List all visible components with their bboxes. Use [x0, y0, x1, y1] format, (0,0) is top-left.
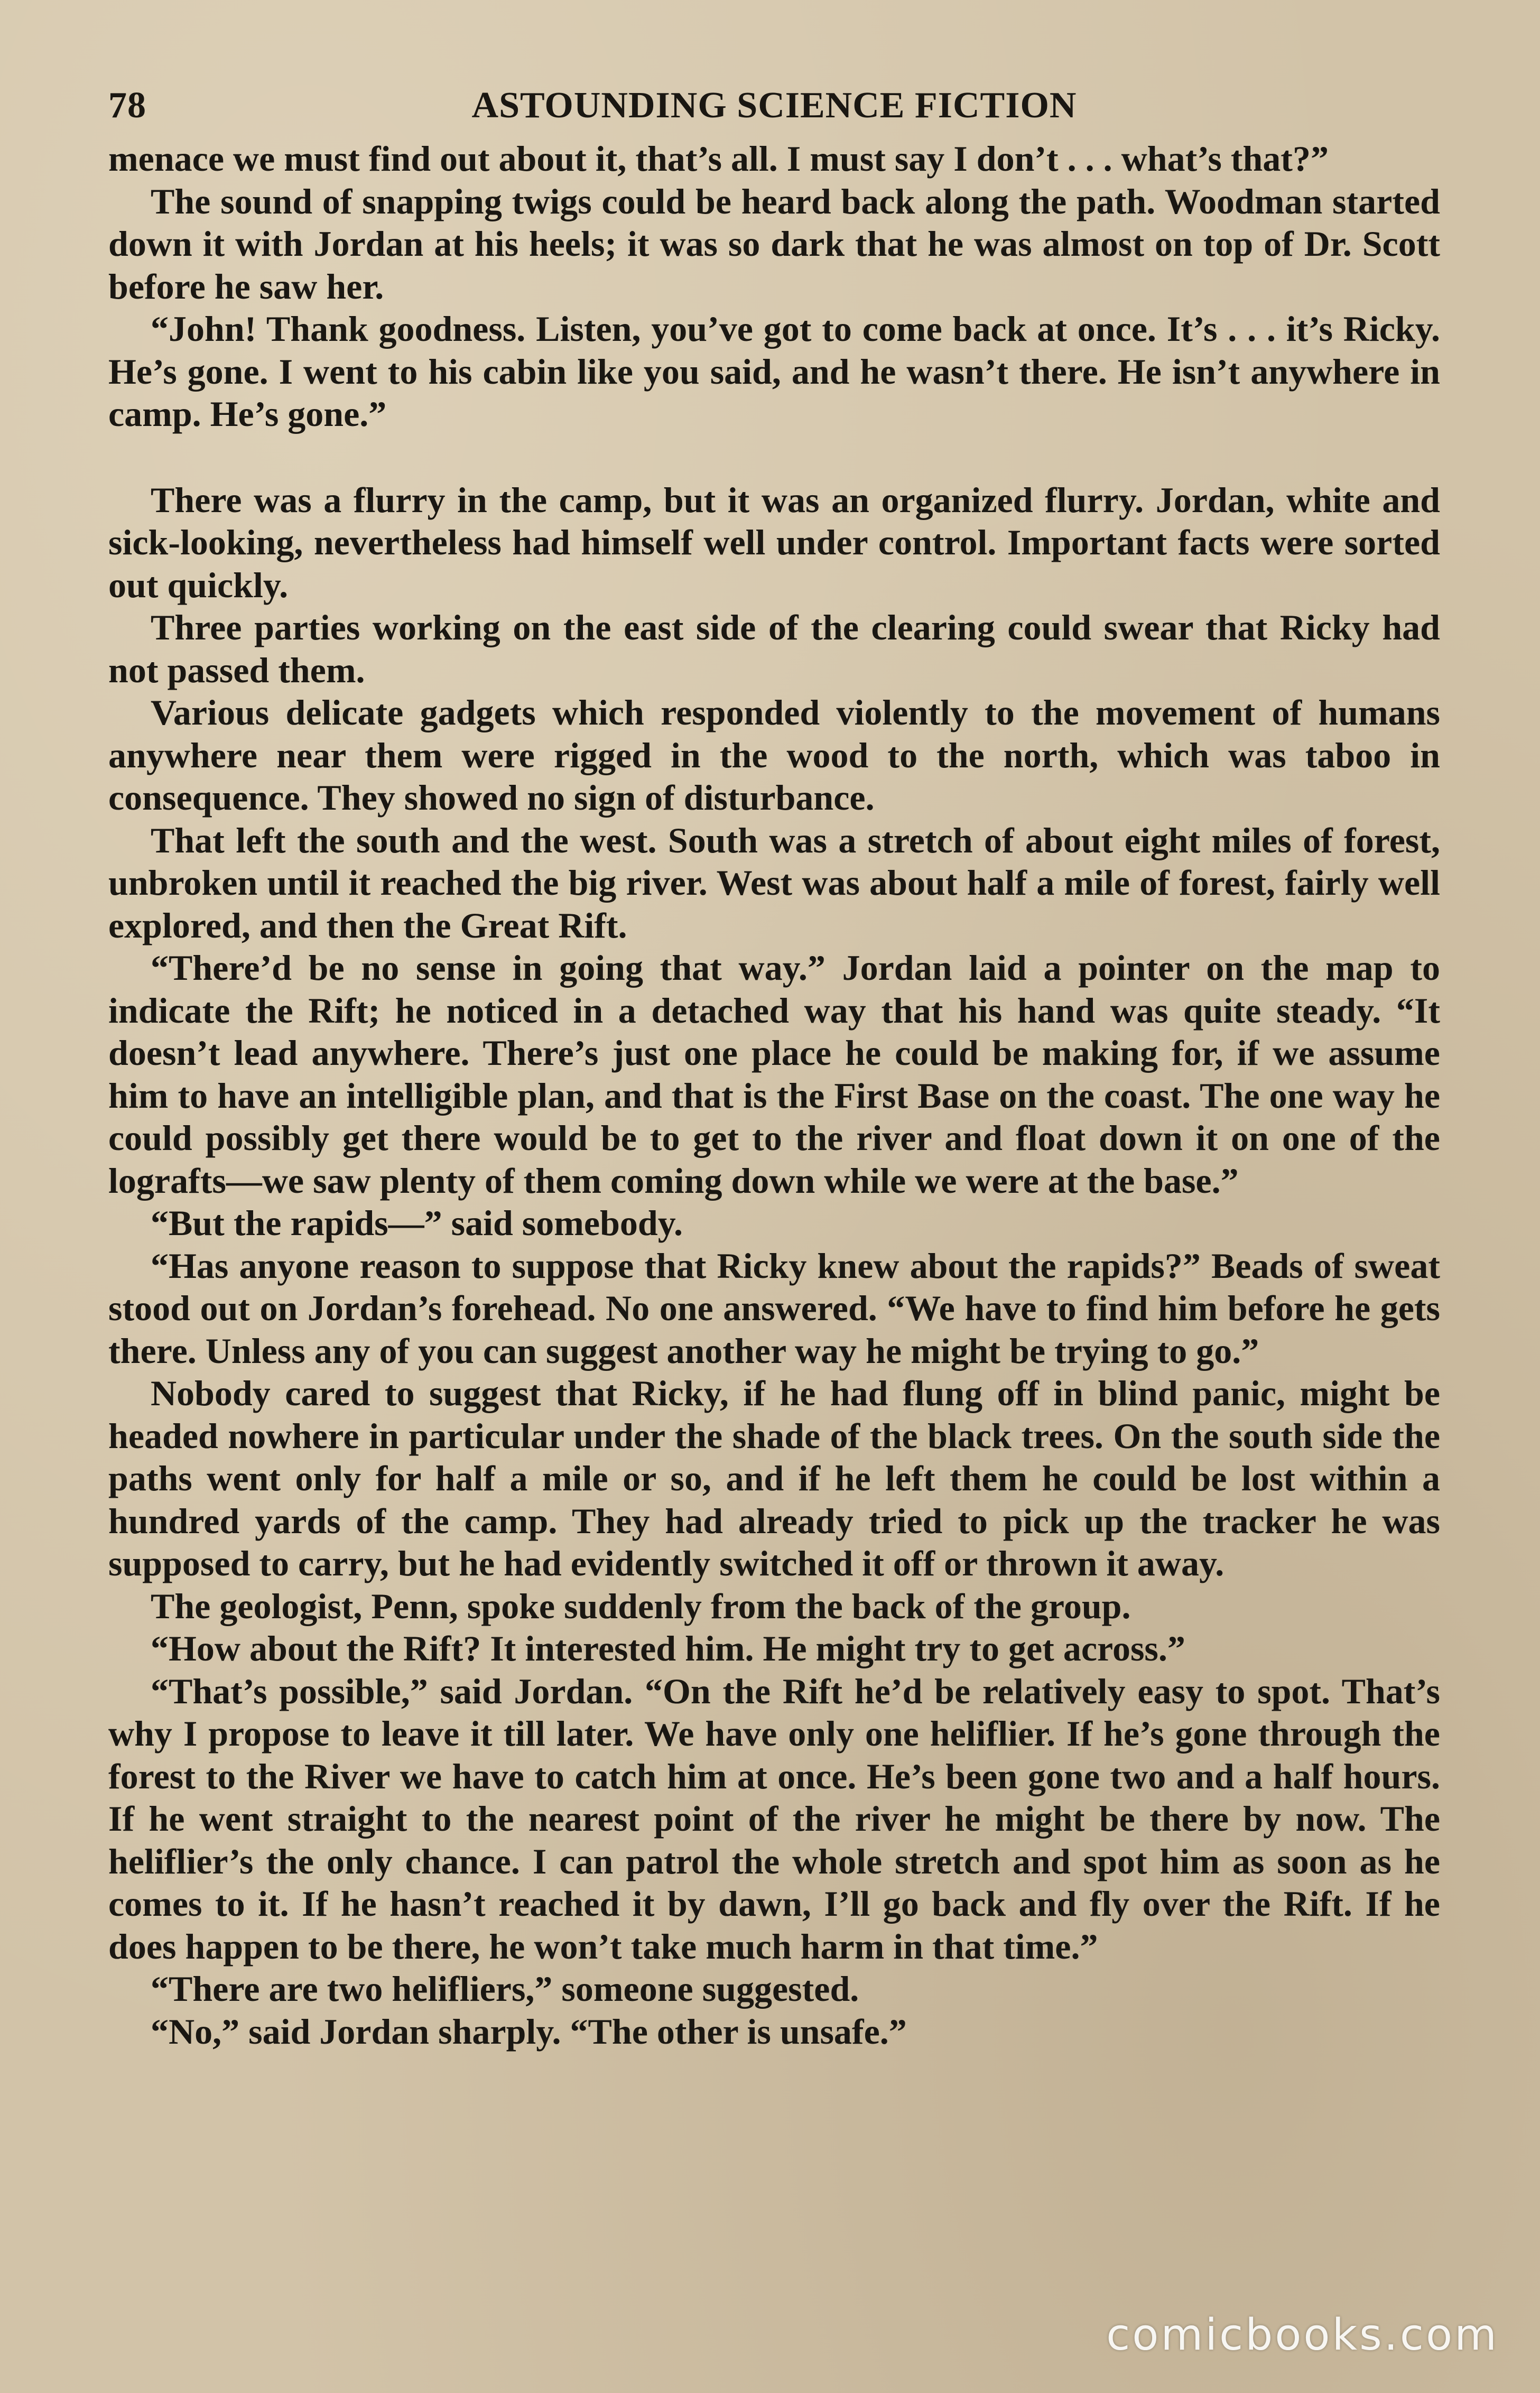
paragraph: Three parties working on the east side of the clearing could swear that Ricky had not passed them.: [108, 607, 1440, 690]
paragraph: “John! Thank goodness. Listen, you’ve got to come back at once. It’s . . . it’s Ricky. He’s gone. I went to his cabin like you said, and he wasn’t there. He isn’t anywhere in camp. He’s gone.”: [108, 309, 1440, 434]
journal-title: ASTOUNDING SCIENCE FICTION: [471, 85, 1077, 126]
paragraph: That left the south and the west. South was a stretch of about eight miles of forest, unbroken until it reached the big river. West was about half a mile of forest, fairly well explored, and then the Great Rift.: [108, 820, 1440, 945]
paragraph: The sound of snapping twigs could be heard back along the path. Woodman started down it with Jordan at his heels; it was so dark that he was almost on top of Dr. Scott before he saw her.: [108, 181, 1440, 307]
paragraph: “That’s possible,” said Jordan. “On the Rift he’d be relatively easy to spot. That’s why I propose to leave it till later. We have only one heliflier. If he’s gone through the forest to the River we have to catch him at once. He’s been gone two and a half hours. If he went straight to the nearest point of the river he might be there by now. The heliflier’s the only chance. I can patrol the whole stretch and spot him as soon as he comes to it. If he hasn’t reached it by dawn, I’ll go back and fly over the Rift. If he does happen to be there, he won’t take much harm in that time.”: [108, 1671, 1440, 1967]
paragraph: “There are two helifliers,” someone suggested.: [151, 1969, 859, 2009]
paragraph: Nobody cared to suggest that Ricky, if he had flung off in blind panic, might be headed nowhere in particular under the shade of the black trees. On the south side the paths went only for half a mile or so, and if he left them he could be lost within a hundred yards of the camp. They had already tried to pick up the tracker he was supposed to carry, but he had evidently switched it off or thrown it away.: [108, 1373, 1440, 1583]
paragraph: “How about the Rift? It interested him. He might try to get across.”: [151, 1628, 1185, 1668]
paragraph: Various delicate gadgets which responded violently to the movement of humans anywhere near them were rigged in the wood to the north, which was taboo in consequence. They showed no sign of disturbance.: [108, 692, 1440, 818]
story-text: [108, 137, 1440, 2053]
page-number: 78: [108, 85, 146, 126]
paragraph: There was a flurry in the camp, but it was an organized flurry. Jordan, white and sick-looking, nevertheless had himself well under control. Important facts were sorted out quickly.: [108, 479, 1440, 605]
paragraph: The geologist, Penn, spoke suddenly from the back of the group.: [151, 1585, 1131, 1626]
paragraph: “No,” said Jordan sharply. “The other is unsafe.”: [151, 2011, 907, 2052]
book-page: [108, 79, 1440, 2299]
running-head: [108, 79, 1440, 137]
paragraph: “Has anyone reason to suppose that Ricky knew about the rapids?” Beads of sweat stood out on Jordan’s forehead. No one answered. “We have to find him before he gets there. Unless any of you can suggest another way he might be trying to go.”: [108, 1245, 1440, 1371]
paragraph: “But the rapids—” said somebody.: [151, 1203, 683, 1243]
watermark: comicbooks.com: [1106, 2310, 1499, 2360]
paragraph: “There’d be no sense in going that way.” Jordan laid a pointer on the map to indicate the Rift; he noticed in a detached way that his hand was quite steady. “It doesn’t lead anywhere. There’s just one place he could be making for, if we assume him to have an intelligible plan, and that is the First Base on the coast. The one way he could possibly get there would be to get to the river and float down it on one of the lografts—we saw plenty of them coming down while we were at the base.”: [108, 948, 1440, 1201]
paragraph: menace we must find out about it, that’s all. I must say I don’t . . . what’s that?”: [108, 138, 1329, 179]
